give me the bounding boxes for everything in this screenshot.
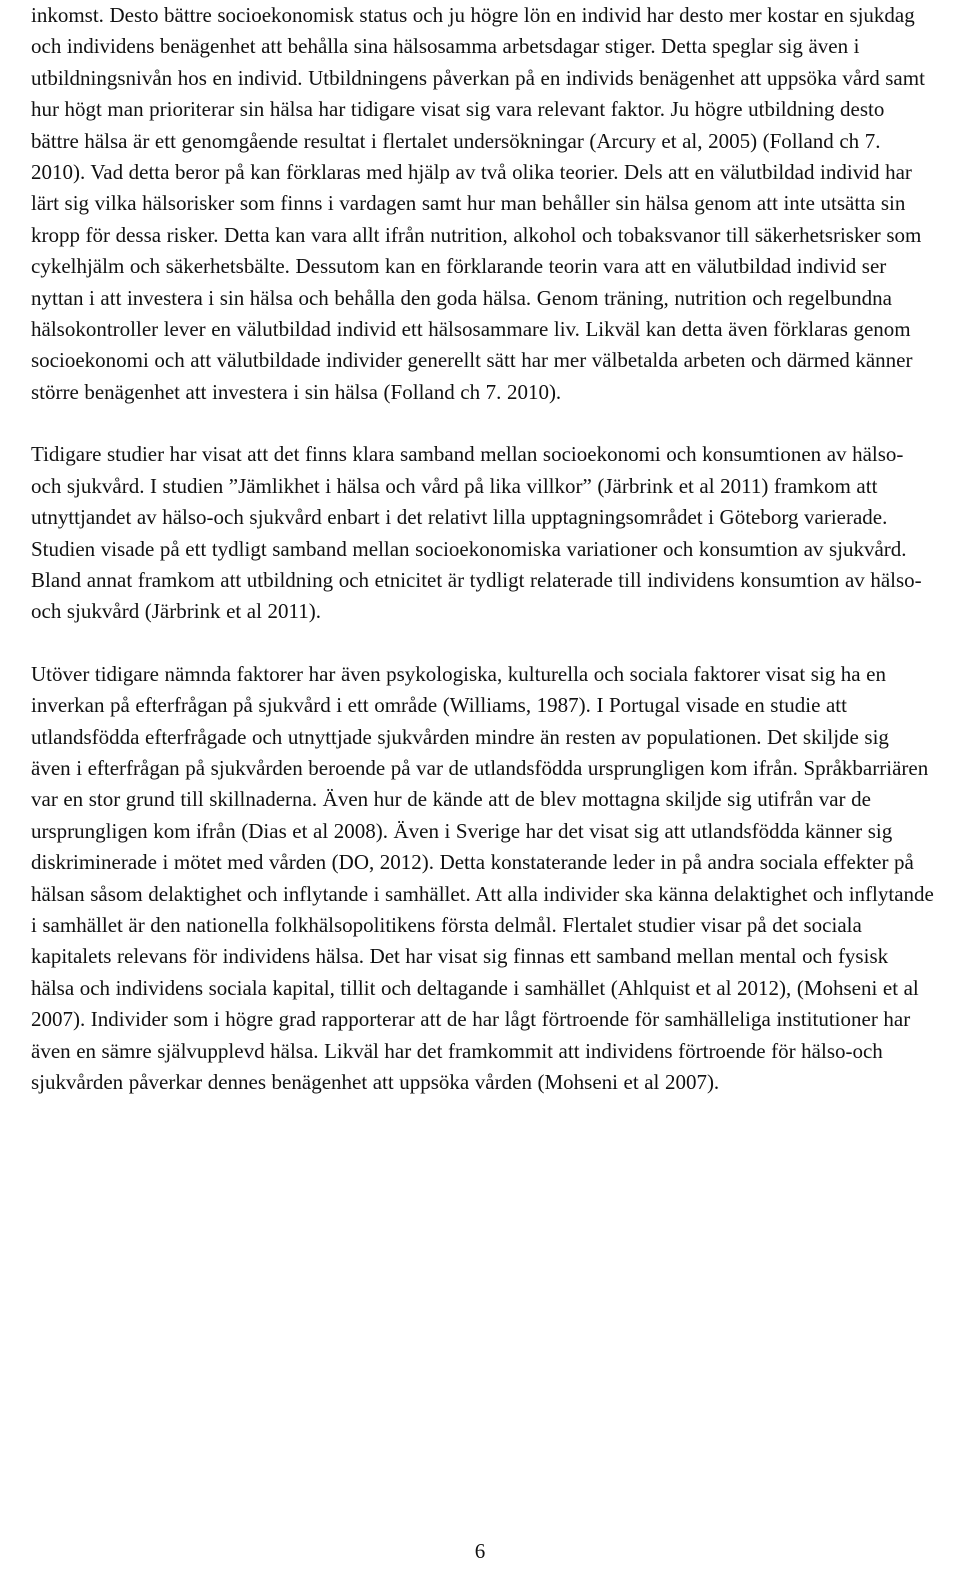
body-paragraph-1: inkomst. Desto bättre socioekonomisk status och ju högre lön en individ har desto mer kostar en sjukdag och individens benägenhet att behålla sina hälsosamma arbetsdagar stiger. Detta speglar sig även i utbildningsnivån hos en individ. Utbildningens påverkan på en individs benägenhet att uppsöka vård samt hur högt man prioriterar sin hälsa har tidigare visat sig vara relevant faktor. Ju högre utbildning desto bättre hälsa är ett genomgående resultat i flertalet undersökningar (Arcury et al, 2005) (Folland ch 7. 2010). Vad detta beror på kan förklaras med hjälp av två olika teorier. Dels att en välutbildad individ har lärt sig vilka hälsorisker som finns i vardagen samt hur man behåller sin hälsa genom att inte utsätta sin kropp för dessa risker. Detta kan vara allt ifrån nutrition, alkohol och tobaksvanor till säkerhetsrisker som cykelhjälm och säkerhetsbälte. Dessutom kan en förklarande teorin vara att en välutbildad individ ser nyttan i att investera i sin hälsa och behålla den goda hälsa. Genom träning, nutrition och regelbundna hälsokontroller lever en välutbildad individ ett hälsosammare liv. Likväl kan detta även förklaras genom socioekonomi och att välutbildade individer generellt sätt har mer välbetalda arbeten och därmed känner större benägenhet att investera i sin hälsa (Folland ch 7. 2010). <box>31 3 925 404</box>
body-paragraph-3: Utöver tidigare nämnda faktorer har även psykologiska, kulturella och sociala faktorer visat sig ha en inverkan på efterfrågan på sjukvård i ett område (Williams, 1987). I Portugal visade en studie att utlandsfödda efterfrågade och utnyttjade sjukvården mindre än resten av populationen. Det skiljde sig även i efterfrågan på sjukvården beroende på var de utlandsfödda ursprungligen kom ifrån. Språkbarriären var en stor grund till skillnaderna. Även hur de kände att de blev mottagna skiljde sig utifrån var de ursprungligen kom ifrån (Dias et al 2008). Även i Sverige har det visat sig att utlandsfödda känner sig diskriminerade i mötet med vården (DO, 2012). Detta konstaterande leder in på andra sociala effekter på hälsan såsom delaktighet och inflytande i samhället. Att alla individer ska känna delaktighet och inflytande i samhället är den nationella folkhälsopolitikens första delmål. Flertalet studier visar på det sociala kapitalets relevans för individens hälsa. Det har visat sig finnas ett samband mellan mental och fysisk hälsa och individens sociala kapital, tillit och deltagande i samhället (Ahlquist et al 2012), (Mohseni et al 2007). Individer som i högre grad rapporterar att de har lågt förtroende för samhälleliga institutioner har även en sämre självupplevd hälsa. Likväl har det framkommit att individens förtroende för hälso-och sjukvården påverkar dennes benägenhet att uppsöka vården (Mohseni et al 2007). <box>31 661 934 1094</box>
body-paragraph-2: Tidigare studier har visat att det finns klara samband mellan socioekonomi och konsumtionen av hälso- och sjukvård. I studien ”Jämlikhet i hälsa och vård på lika villkor” (Järbrink et al 2011) framkom att utnyttjandet av hälso-och sjukvård enbart i det relativt lilla upptagningsområdet i Göteborg varierade. Studien visade på ett tydligt samband mellan socioekonomiska variationer och konsumtion av sjukvård. Bland annat framkom att utbildning och etnicitet är tydligt relaterade till individens konsumtion av hälso-och sjukvård (Järbrink et al 2011). <box>31 442 922 624</box>
page-number: 6 <box>474 1539 486 1563</box>
